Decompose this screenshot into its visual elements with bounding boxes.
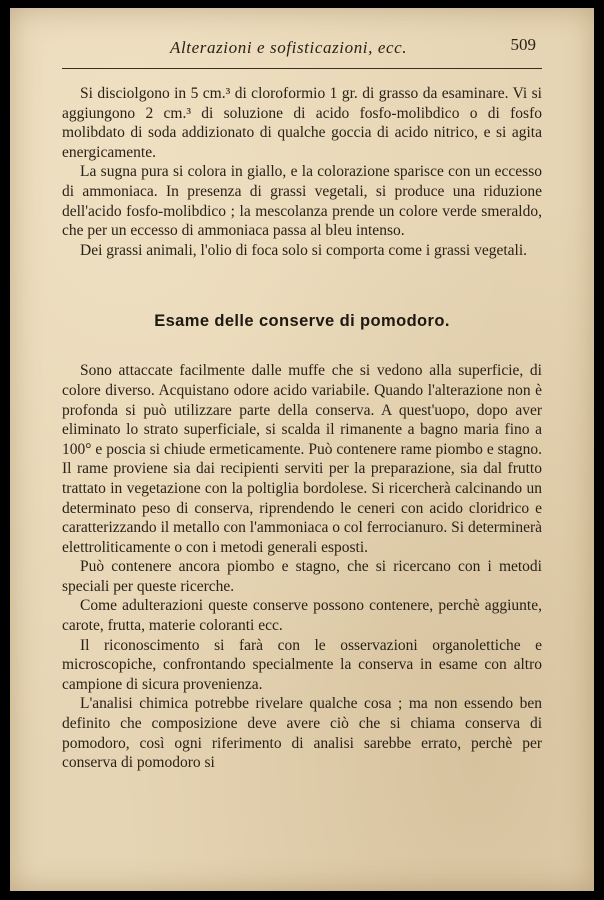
paragraph-reagent-procedure: Si disciolgono in 5 cm.³ di cloroformio 1 gr. di grasso da esaminare. Vi si aggiungono 2 cm.³ di soluzione di acido fosfo-molibdico o di fosfo molibdato di soda addizionato di qualche goccia di acido nitrico, e si agita energicamente. [62, 85, 542, 161]
running-header [62, 32, 542, 69]
paragraph-molds-and-metals: Sono attaccate facilmente dalle muffe che si vedono alla superficie, di colore diverso. Acquistano odore acido variabile. Quando l'alterazione non è profonda si può utilizzare parte della conserva. A quest'uopo, dopo aver eliminato lo strato superficiale, si scalda il rimanente a bagno maria fino a 100° e poscia si chiude ermeticamente. Può contenere rame piombo e stagno. Il rame proviene sia dai recipienti serviti per la preparazione, sia dal frutto trattato in vegetazione con la poltiglia bordolese. Si ricercherà calcinando un determinato peso di conserva, riprendendo le ceneri con acido cloridrico e caratterizzando il metallo con l'ammoniaca o col ferrocianuro. Si determinerà elettroliticamente o con i metodi generali esposti. [62, 362, 542, 556]
paragraph-lard-coloration: La sugna pura si colora in giallo, e la colorazione sparisce con un eccesso di ammoniaca. In presenza di grassi vegetali, si produce una riduzione dell'acido fosfo-molibdico ; la mescolanza prende un colore verde smeraldo, che per un eccesso di ammoniaca passa al bleu intenso. [62, 163, 542, 240]
section-heading: Esame delle conserve di pomodoro. [154, 312, 450, 331]
paragraph-recognition: Il riconoscimento si farà con le osservazioni organolettiche e microscopiche, confrontando specialmente la conserva in esame con altro campione di sicura provenienza. [62, 636, 542, 693]
paragraph-chemical-analysis: L'analisi chimica potrebbe rivelare qualche cosa ; ma non essendo ben definito che composizione deve avere ciò che si chiama conserva di pomodoro, così ogni riferimento di analisi sarebbe errato, perchè per conserva di pomodoro si [62, 695, 542, 772]
running-title: Alterazioni e sofisticazioni, ecc. [170, 38, 408, 57]
paragraph-seal-oil: Dei grassi animali, l'olio di foca solo si comporta come i grassi vegetali. [80, 241, 528, 259]
paragraph-adulterations: Come adulterazioni queste conserve possono contenere, perchè aggiunte, carote, frutta, materie coloranti ecc. [62, 597, 542, 635]
paragraph-lead-tin: Può contenere ancora piombo e stagno, che si ricercano con i metodi speciali per queste ricerche. [62, 558, 542, 595]
page-body [62, 84, 542, 773]
book-page [10, 8, 594, 891]
page-number: 509 [510, 35, 536, 54]
